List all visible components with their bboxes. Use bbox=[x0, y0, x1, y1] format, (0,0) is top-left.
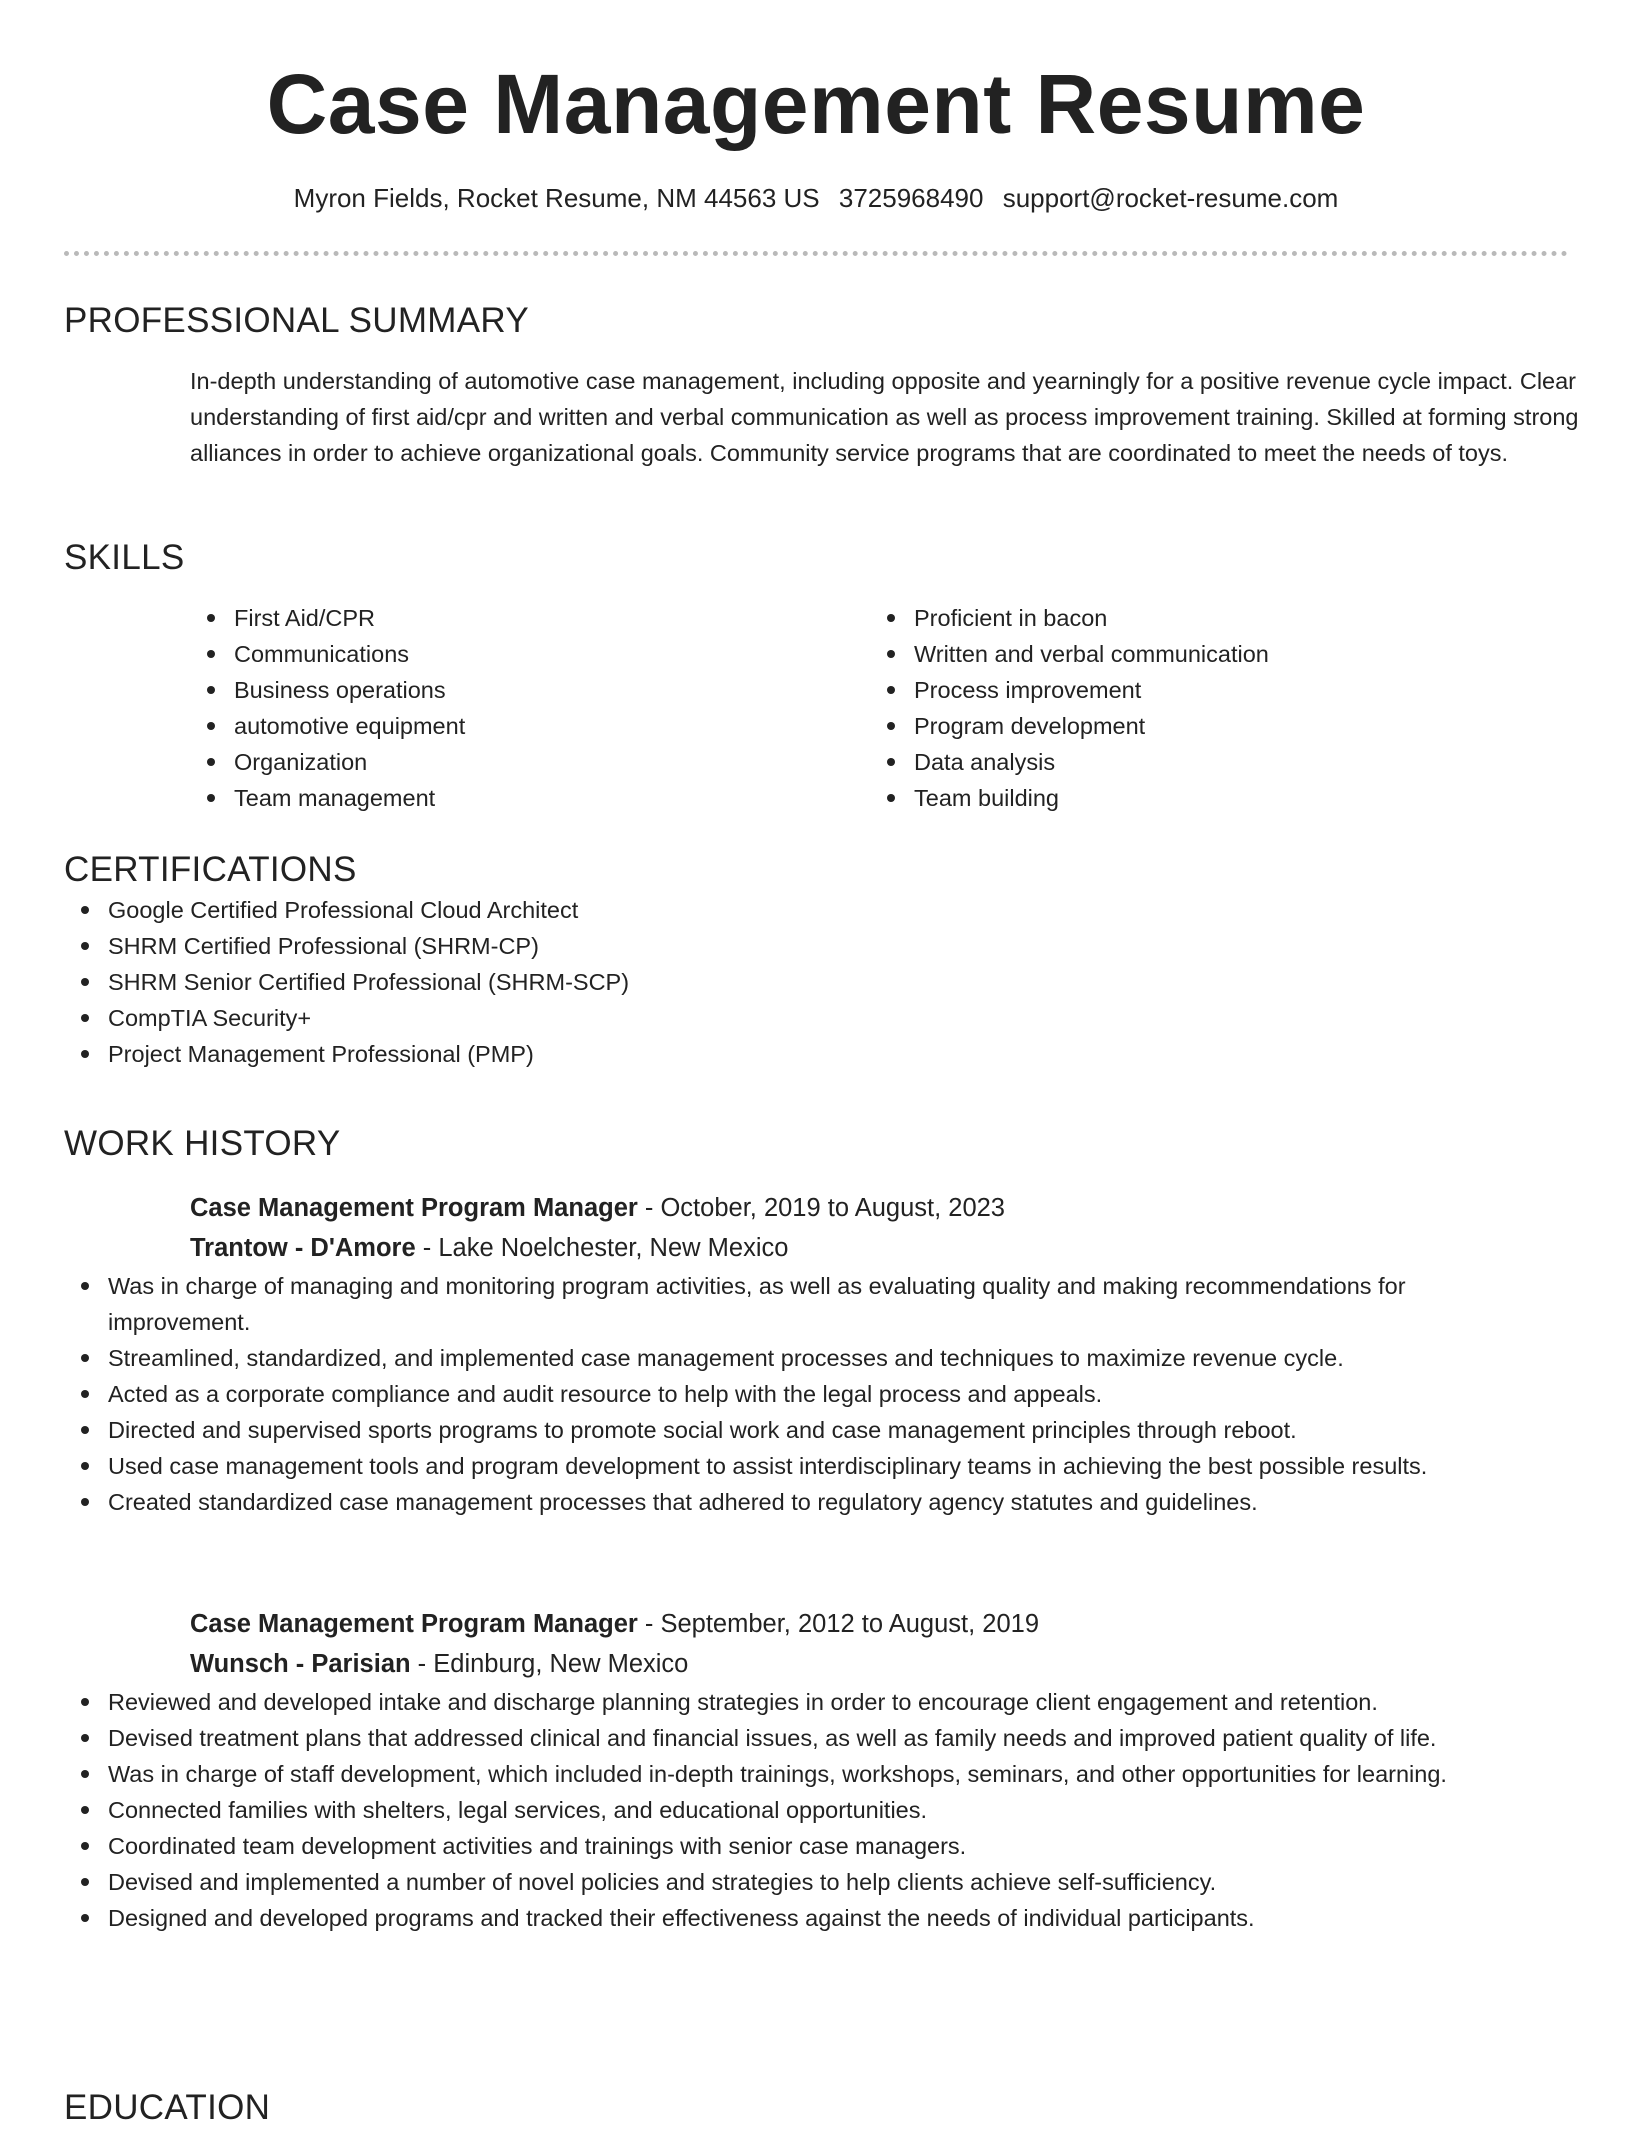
skill-item: Team management bbox=[190, 780, 870, 816]
certifications-list bbox=[64, 892, 1568, 1072]
skill-item: First Aid/CPR bbox=[190, 600, 870, 636]
job-duty: Coordinated team development activities and trainings with senior case managers. bbox=[64, 1828, 1504, 1864]
job-duty: Devised treatment plans that addressed clinical and financial issues, as well as family needs and improved patient quality of life. bbox=[64, 1720, 1504, 1756]
job-company: Trantow - D'Amore bbox=[190, 1234, 416, 1262]
job-company: Wunsch - Parisian bbox=[190, 1650, 411, 1678]
skill-item: Program development bbox=[870, 708, 1550, 744]
job-entry bbox=[64, 1604, 1568, 1936]
job-duties-list bbox=[64, 1684, 1504, 1936]
job-duties-list bbox=[64, 1268, 1504, 1520]
resume-title: Case Management Resume bbox=[266, 57, 1366, 151]
job-duty: Created standardized case management processes that adhered to regulatory agency statutes and guidelines. bbox=[64, 1484, 1504, 1520]
skills-list-right bbox=[870, 600, 1550, 816]
skill-item: Process improvement bbox=[870, 672, 1550, 708]
contact-email: support@rocket-resume.com bbox=[1002, 183, 1339, 213]
job-title: Case Management Program Manager bbox=[190, 1610, 638, 1638]
job-dates: - September, 2012 to August, 2019 bbox=[637, 1610, 1040, 1638]
contact-address: Myron Fields, Rocket Resume, NM 44563 US bbox=[293, 183, 820, 213]
contact-line bbox=[0, 180, 1632, 216]
job-location: - Lake Noelchester, New Mexico bbox=[415, 1234, 789, 1262]
job-duty: Was in charge of staff development, which included in-depth trainings, workshops, seminars, and other opportunities for learning. bbox=[64, 1756, 1504, 1792]
skill-item: Organization bbox=[190, 744, 870, 780]
certification-item: CompTIA Security+ bbox=[64, 1000, 1568, 1036]
job-duty: Was in charge of managing and monitoring program activities, as well as evaluating quality and making recommendations for improvement. bbox=[64, 1268, 1504, 1340]
skill-item: Business operations bbox=[190, 672, 870, 708]
certifications-heading: CERTIFICATIONS bbox=[64, 850, 357, 889]
skill-item: Communications bbox=[190, 636, 870, 672]
skill-item: Team building bbox=[870, 780, 1550, 816]
skills-heading: SKILLS bbox=[64, 538, 185, 577]
work-history-section bbox=[64, 1122, 1568, 1166]
skills-list-left bbox=[190, 600, 870, 816]
certification-item: Project Management Professional (PMP) bbox=[64, 1036, 1568, 1072]
skills-section bbox=[64, 536, 1568, 816]
skill-item: automotive equipment bbox=[190, 708, 870, 744]
job-company-line bbox=[190, 1228, 1568, 1268]
summary-section bbox=[64, 299, 1579, 471]
header-divider bbox=[64, 251, 1568, 256]
education-section bbox=[64, 2086, 1568, 2130]
job-location: - Edinburg, New Mexico bbox=[410, 1650, 689, 1678]
skill-item: Proficient in bacon bbox=[870, 600, 1550, 636]
job-duty: Reviewed and developed intake and discharge planning strategies in order to encourage client engagement and retention. bbox=[64, 1684, 1504, 1720]
skill-item: Data analysis bbox=[870, 744, 1550, 780]
job-duty: Streamlined, standardized, and implemented case management processes and techniques to maximize revenue cycle. bbox=[64, 1340, 1504, 1376]
certification-item: SHRM Senior Certified Professional (SHRM-SCP) bbox=[64, 964, 1568, 1000]
certification-item: Google Certified Professional Cloud Architect bbox=[64, 892, 1568, 928]
job-duty: Connected families with shelters, legal services, and educational opportunities. bbox=[64, 1792, 1504, 1828]
work-history-heading: WORK HISTORY bbox=[64, 1124, 341, 1163]
job-title-line bbox=[190, 1604, 1568, 1644]
job-duty: Directed and supervised sports programs to promote social work and case management principles through reboot. bbox=[64, 1412, 1504, 1448]
summary-text: In-depth understanding of automotive case management, including opposite and yearningly for a positive revenue cycle impact. Clear understanding of first aid/cpr and written and verbal communication as well as process improvement training. Skilled at forming strong alliances in order to achieve organizational goals. Community service programs that are coordinated to meet the needs of toys. bbox=[190, 368, 1579, 466]
job-duty: Devised and implemented a number of novel policies and strategies to help clients achieve self-sufficiency. bbox=[64, 1864, 1504, 1900]
summary-heading: PROFESSIONAL SUMMARY bbox=[64, 301, 529, 340]
job-duty: Used case management tools and program development to assist interdisciplinary teams in achieving the best possible results. bbox=[64, 1448, 1504, 1484]
job-duty: Acted as a corporate compliance and audit resource to help with the legal process and appeals. bbox=[64, 1376, 1504, 1412]
job-title-line bbox=[190, 1188, 1568, 1228]
contact-phone: 3725968490 bbox=[838, 183, 984, 213]
job-company-line bbox=[190, 1644, 1568, 1684]
certification-item: SHRM Certified Professional (SHRM-CP) bbox=[64, 928, 1568, 964]
skill-item: Written and verbal communication bbox=[870, 636, 1550, 672]
job-title: Case Management Program Manager bbox=[190, 1194, 638, 1222]
certifications-section bbox=[64, 848, 1568, 1072]
job-dates: - October, 2019 to August, 2023 bbox=[637, 1194, 1005, 1222]
skills-columns bbox=[190, 600, 1568, 816]
job-duty: Designed and developed programs and tracked their effectiveness against the needs of individual participants. bbox=[64, 1900, 1504, 1936]
job-entry bbox=[64, 1188, 1568, 1520]
education-heading: EDUCATION bbox=[64, 2088, 271, 2127]
